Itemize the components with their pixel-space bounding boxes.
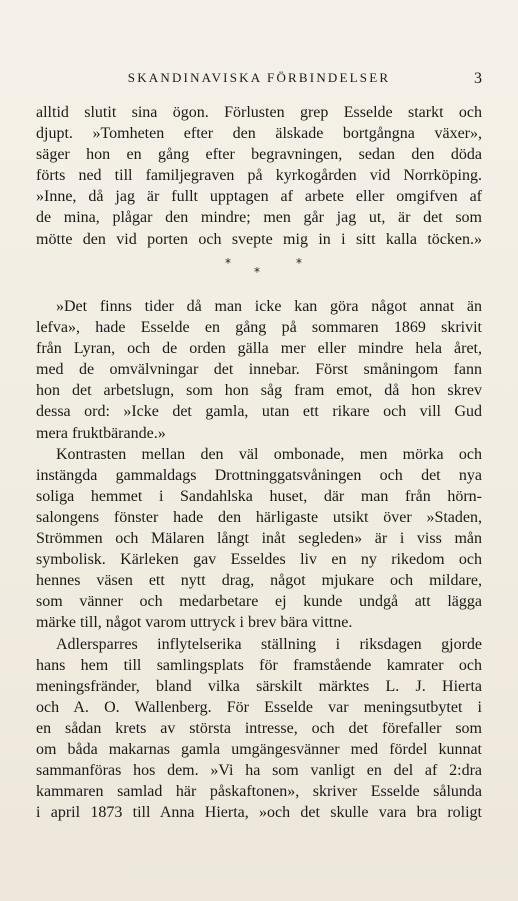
running-title: SKANDINAVISKA FÖRBINDELSER: [127, 70, 391, 85]
text-line: Kontrasten mellan den väl ombonade, men mörka och: [56, 445, 482, 463]
text-line: i april 1873 till Anna Hierta, »och det skulle vara bra roligt: [36, 804, 482, 822]
text-line: om båda makarnas gamla umgängesvänner med fördel kunnat: [36, 740, 482, 758]
section-separator: [0, 256, 518, 279]
paragraph: [36, 634, 482, 824]
text-line: och A. O. Wallenberg. För Esselde var meningsutbytet i: [36, 698, 482, 716]
text-line: »Inne, då jag är fullt upptagen af arbete eller omgifven af: [36, 188, 482, 206]
text-line: lefva», hade Esselde en gång på sommaren 1869 skrivit: [36, 319, 482, 337]
text-line: salongens fönster hade den härligaste utsikt över »Staden,: [36, 508, 482, 526]
text-line: med de omvälvningar det innebar. Först småningom fann: [36, 361, 482, 379]
text-line: från Lyran, och de orden gälla mer eller mindre hela året,: [36, 340, 482, 358]
asterisk: *: [254, 265, 260, 279]
text-line: säger hon en gång efter begravningen, sedan den döda: [36, 146, 482, 164]
text-line: hon det arbetslugn, som hon såg fram emot, då hon skrev: [36, 382, 482, 400]
text-line: märke till, något varom uttryck i brev bära vittne.: [36, 614, 353, 632]
text-line: Adlersparres inflytelserika ställning i riksdagen gjorde: [56, 635, 482, 653]
text-line: Strömmen och Mälaren långt inåt segleden» är i viss mån: [36, 530, 482, 548]
text-line: »Det finns tider då man icke kan göra något annat än: [56, 298, 482, 315]
text-line: de mina, plågar den mindre; men går jag ut, är det som: [36, 209, 482, 227]
text-line: soliga hemmet i Sandahlska huset, där man från hörn-: [36, 487, 482, 505]
text-line: kammaren samlad här påskaftonen», skriver Esselde sålunda: [36, 783, 482, 801]
text-line: symbolisk. Kärleken gav Esseldes liv en ny rikedom och: [36, 551, 482, 569]
text-line: mera fruktbärande.»: [36, 424, 166, 442]
paragraph-continued: [36, 102, 482, 250]
text-line: hans hem till samlingsplats för framstående kamrater och: [36, 656, 482, 674]
text-line: dessa ord: »Icke det gamla, utan ett rikare och vill Gud: [36, 403, 482, 421]
text-line: instängda gammaldags Drottninggatsvåningen och det nya: [36, 466, 482, 484]
paragraph: [36, 444, 482, 634]
text-line: mötte den vid porten och svepte mig in i sitt kalla töcken.»: [36, 230, 482, 248]
text-line: meningsfränder, bland vilka särskilt märktes L. J. Hierta: [36, 677, 482, 695]
asterisk: *: [225, 256, 231, 270]
page-header: [36, 70, 482, 90]
paragraph: [36, 296, 482, 444]
text-line: en sådan krets av största intresse, och det förefaller som: [36, 719, 482, 737]
asterisk: *: [296, 256, 302, 270]
page-number: 3: [474, 70, 482, 87]
text-line: som vänner och medarbetare ej kunde undgå att lägga: [36, 593, 482, 611]
section-body: [36, 296, 482, 823]
text-line: djupt. »Tomheten efter den älskade bortgångna växer»,: [36, 125, 482, 143]
text-line: sammanföras hos dem. »Vi ha som vanligt en del af 2:dra: [36, 762, 482, 780]
text-line: hennes väsen ett nytt drag, något mjukare och mildare,: [36, 572, 482, 590]
text-line: alltid slutit sina ögon. Förlusten grep Esselde starkt och: [36, 104, 482, 121]
text-line: förts ned till familjegraven på kyrkogården vid Norrköping.: [36, 167, 482, 185]
